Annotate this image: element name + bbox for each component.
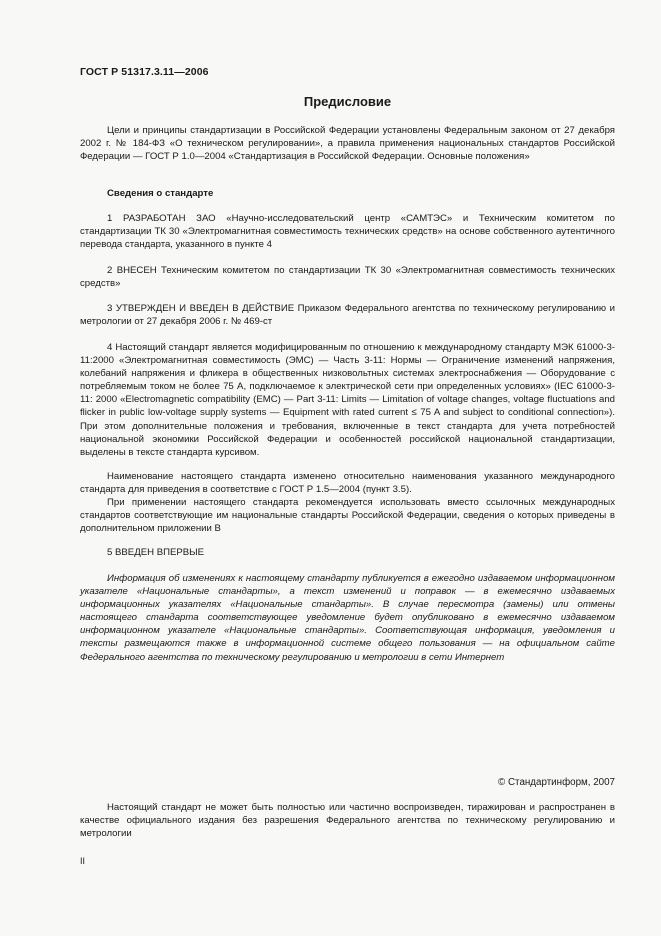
section-heading: Сведения о стандарте	[107, 188, 214, 199]
reproduction-notice-paragraph: Настоящий стандарт не может быть полностью или частично воспроизведен, тиражирован и распространен в качестве официального издания без разрешения Федерального агентства по техническому регулированию и метрологии	[80, 802, 615, 840]
page-title: Предисловие	[303, 94, 392, 109]
item-3-paragraph: 3 УТВЕРЖДЕН И ВВЕДЕН В ДЕЙСТВИЕ Приказом Федерального агентства по техническому регулированию и метрологии от 27 декабря 2006 г. № 469-ст	[80, 303, 615, 328]
page-number: II	[80, 856, 86, 866]
item-1-paragraph: 1 РАЗРАБОТАН ЗАО «Научно-исследовательский центр «САМТЭС» и Техническим комитетом по стандартизации ТК 30 «Электромагнитная совместимость технических средств» на основе собственного аутентичного перевода стандарта, указанного в пункте 4	[80, 213, 615, 251]
intro-paragraph: Цели и принципы стандартизации в Российской Федерации установлены Федеральным законом от 27 декабря 2002 г. № 184-ФЗ «О техническом регулировании», а правила применения национальных стандартов Российской Федерации — ГОСТ Р 1.0—2004 «Стандартизация в Российской Федерации. Основные положения»	[80, 125, 615, 163]
item-4-paragraph: 4 Настоящий стандарт является модифицированным по отношению к международному стандарту МЭК 61000-3-11:2000 «Электромагнитная совместимость (ЭМС) — Часть 3-11: Нормы — Ограничение изменений напряжения, колебаний напряжения и фликера в общественных низковольтных системах электроснабжения — Оборудование с потребляемым током не более 75 А, подключаемое к электрической сети при определенных условиях» (IEC 61000-3-11: 2000 «Electromagnetic compatibility (EMC) — Part 3-11: Limits — Limitation of voltage changes, voltage fluctuations and flicker in public low-voltage supply systems — Equipment with rated current ≤ 75 A and subject to conditional connection»). При этом дополнительные положения и требования, включенные в текст стандарта для учета потребностей национальной экономики Российской Федерации и особенностей российской национальной стандартизации, выделены в тексте стандарта курсивом.	[80, 342, 615, 458]
document-code-header: ГОСТ Р 51317.3.11—2006	[80, 66, 209, 78]
item-5-paragraph: 5 ВВЕДЕН ВПЕРВЫЕ	[107, 547, 205, 558]
item-4-references-paragraph: При применении настоящего стандарта рекомендуется использовать вместо ссылочных международных стандартов соответствующие им национальные стандарты Российской Федерации, сведения о которых приведены в дополнительном приложении В	[80, 497, 615, 535]
info-notice-paragraph: Информация об изменениях к настоящему стандарту публикуется в ежегодно издаваемом информационном указателе «Национальные стандарты», а текст изменений и поправок — в ежемесячно издаваемых информационных указателях «Национальные стандарты». В случае пересмотра (замены) или отмены настоящего стандарта соответствующее уведомление будет опубликовано в ежемесячно издаваемом информационном указателе «Национальные стандарты». Соответствующая информация, уведомления и тексты размещаются также в информационной системе общего пользования — на официальном сайте Федерального агентства по техническому регулированию и метрологии в сети Интернет	[80, 573, 615, 663]
item-4-rename-paragraph: Наименование настоящего стандарта изменено относительно наименования указанного международного стандарта для приведения в соответствие с ГОСТ Р 1.5—2004 (пункт 3.5).	[80, 471, 615, 496]
copyright-line: © Стандартинформ, 2007	[498, 777, 615, 788]
item-2-paragraph: 2 ВНЕСЕН Техническим комитетом по стандартизации ТК 30 «Электромагнитная совместимость технических средств»	[80, 265, 615, 290]
